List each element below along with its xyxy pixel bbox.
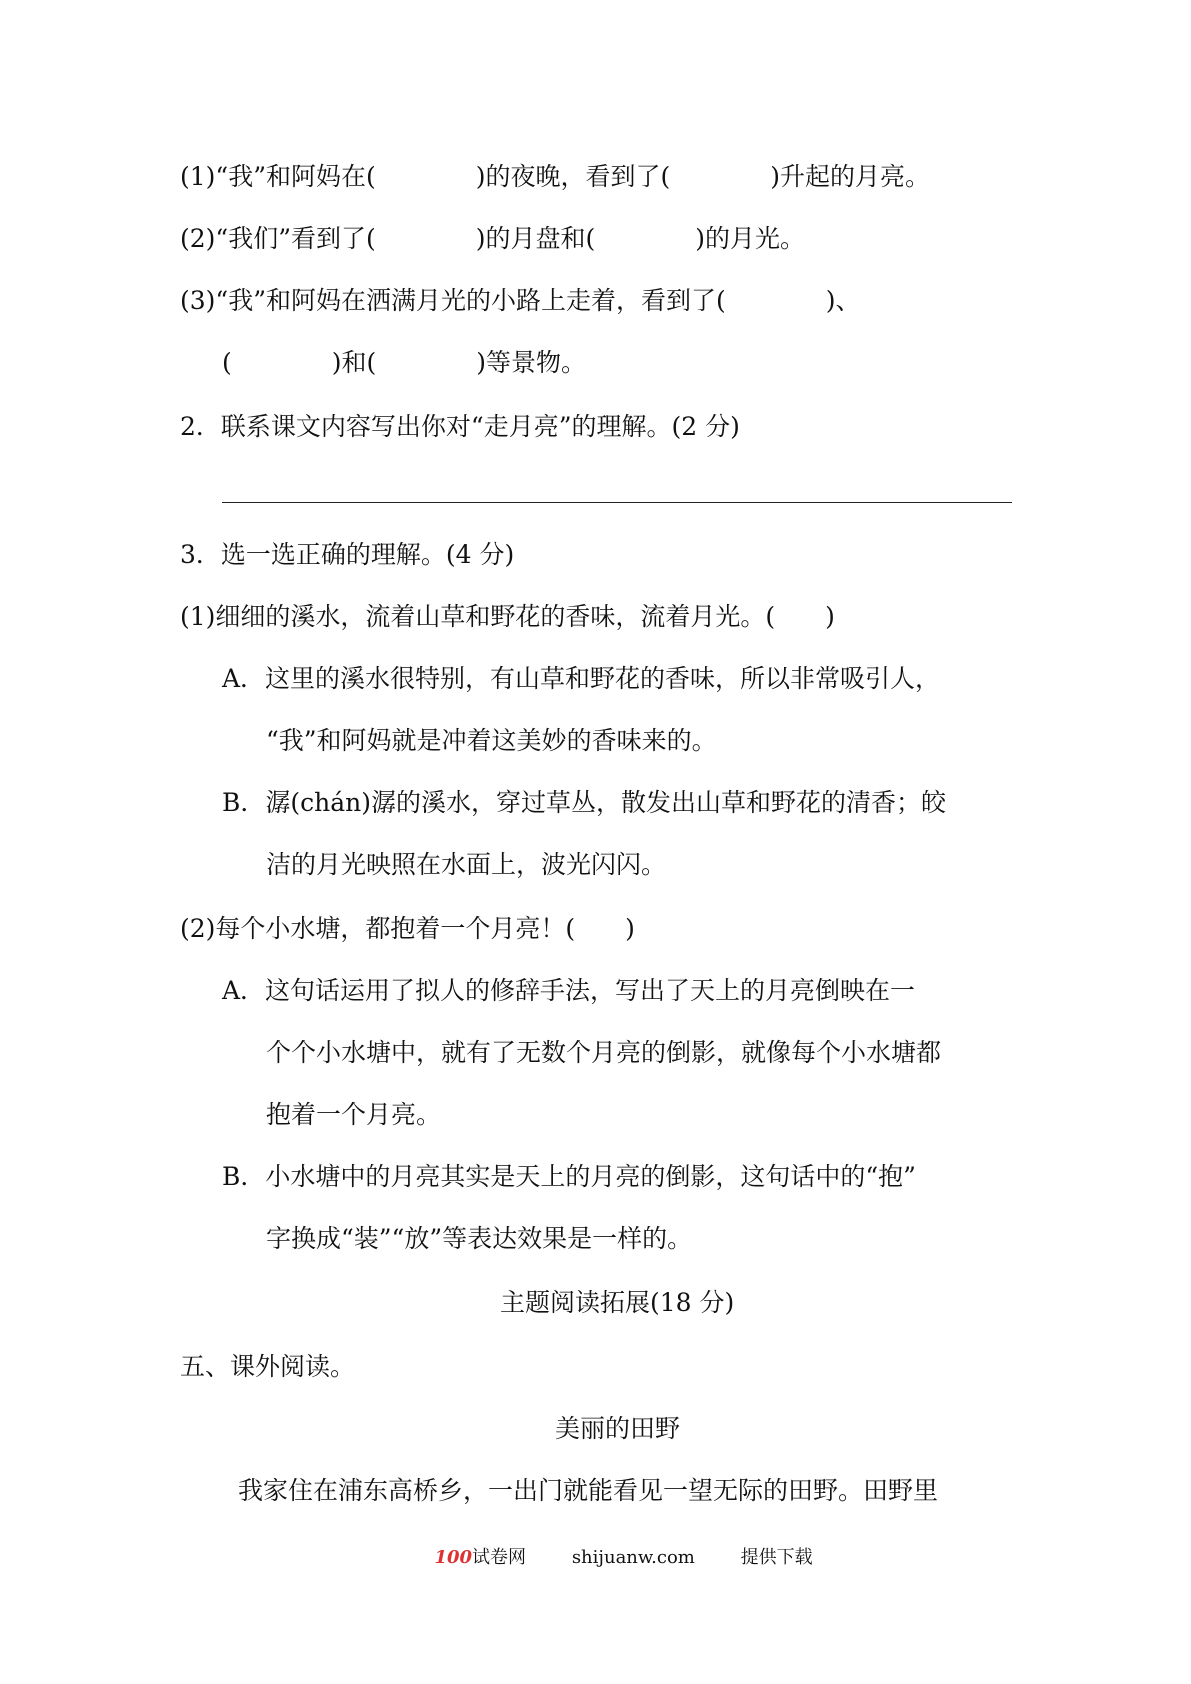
q3-s2-option-b-line-1: B．小水塘中的月亮其实是天上的月亮的倒影，这句话中的“抱” — [222, 1162, 916, 1191]
q3-s1-option-a-line-2: “我”和阿妈就是冲着这美妙的香味来的。 — [266, 726, 717, 755]
passage-paragraph-1: 我家住在浦东高桥乡，一出门就能看见一望无际的田野。田野里 — [238, 1476, 939, 1505]
q3-s1-option-b-line-2: 洁的月光映照在水面上，波光闪闪。 — [266, 850, 667, 879]
footer — [423, 1522, 813, 1570]
download-text: 提供下载 — [740, 1547, 813, 1568]
q3-sentence-2: (2)每个小水塘，都抱着一个月亮！( ) — [180, 914, 635, 943]
answer-line — [222, 502, 1012, 503]
q1-line-2: (2)“我们”看到了( )的月盘和( )的月光。 — [180, 224, 805, 253]
section-heading: 主题阅读拓展(18 分) — [500, 1288, 735, 1317]
q3-s2-option-b-line-2: 字换成“装”“放”等表达效果是一样的。 — [266, 1224, 693, 1253]
q1-line-3: (3)“我”和阿妈在洒满月光的小路上走着，看到了( )、 — [180, 286, 861, 315]
q3-s2-option-a-line-1: A．这句话运用了拟人的修辞手法，写出了天上的月亮倒映在一 — [222, 976, 916, 1005]
q1-line-4: ( )和( )等景物。 — [222, 348, 587, 377]
q3-sentence-1: (1)细细的溪水，流着山草和野花的香味，流着月光。( ) — [180, 602, 835, 631]
q3-s1-option-a-line-1: A．这里的溪水很特别，有山草和野花的香味，所以非常吸引人， — [222, 664, 941, 693]
q3-s2-option-a-line-2: 个个小水塘中，就有了无数个月亮的倒影，就像每个小水塘都 — [266, 1038, 942, 1067]
passage-title: 美丽的田野 — [555, 1414, 681, 1443]
q3-s2-option-a-line-3: 抱着一个月亮。 — [266, 1100, 442, 1129]
site-logo: 100 — [434, 1547, 473, 1568]
site-url: shijuanw.com — [571, 1547, 695, 1568]
site-name: 试卷网 — [472, 1547, 527, 1568]
q3-s1-option-b-line-1: B．潺(chán)潺的溪水，穿过草丛，散发出山草和野花的清香；皎 — [222, 788, 946, 817]
part-5-label: 五、课外阅读。 — [180, 1352, 356, 1381]
question-2-label: 2．联系课文内容写出你对“走月亮”的理解。(2 分) — [180, 412, 740, 441]
q1-line-1: (1)“我”和阿妈在( )的夜晚，看到了( )升起的月亮。 — [180, 162, 930, 191]
question-3-label: 3．选一选正确的理解。(4 分) — [180, 540, 515, 569]
